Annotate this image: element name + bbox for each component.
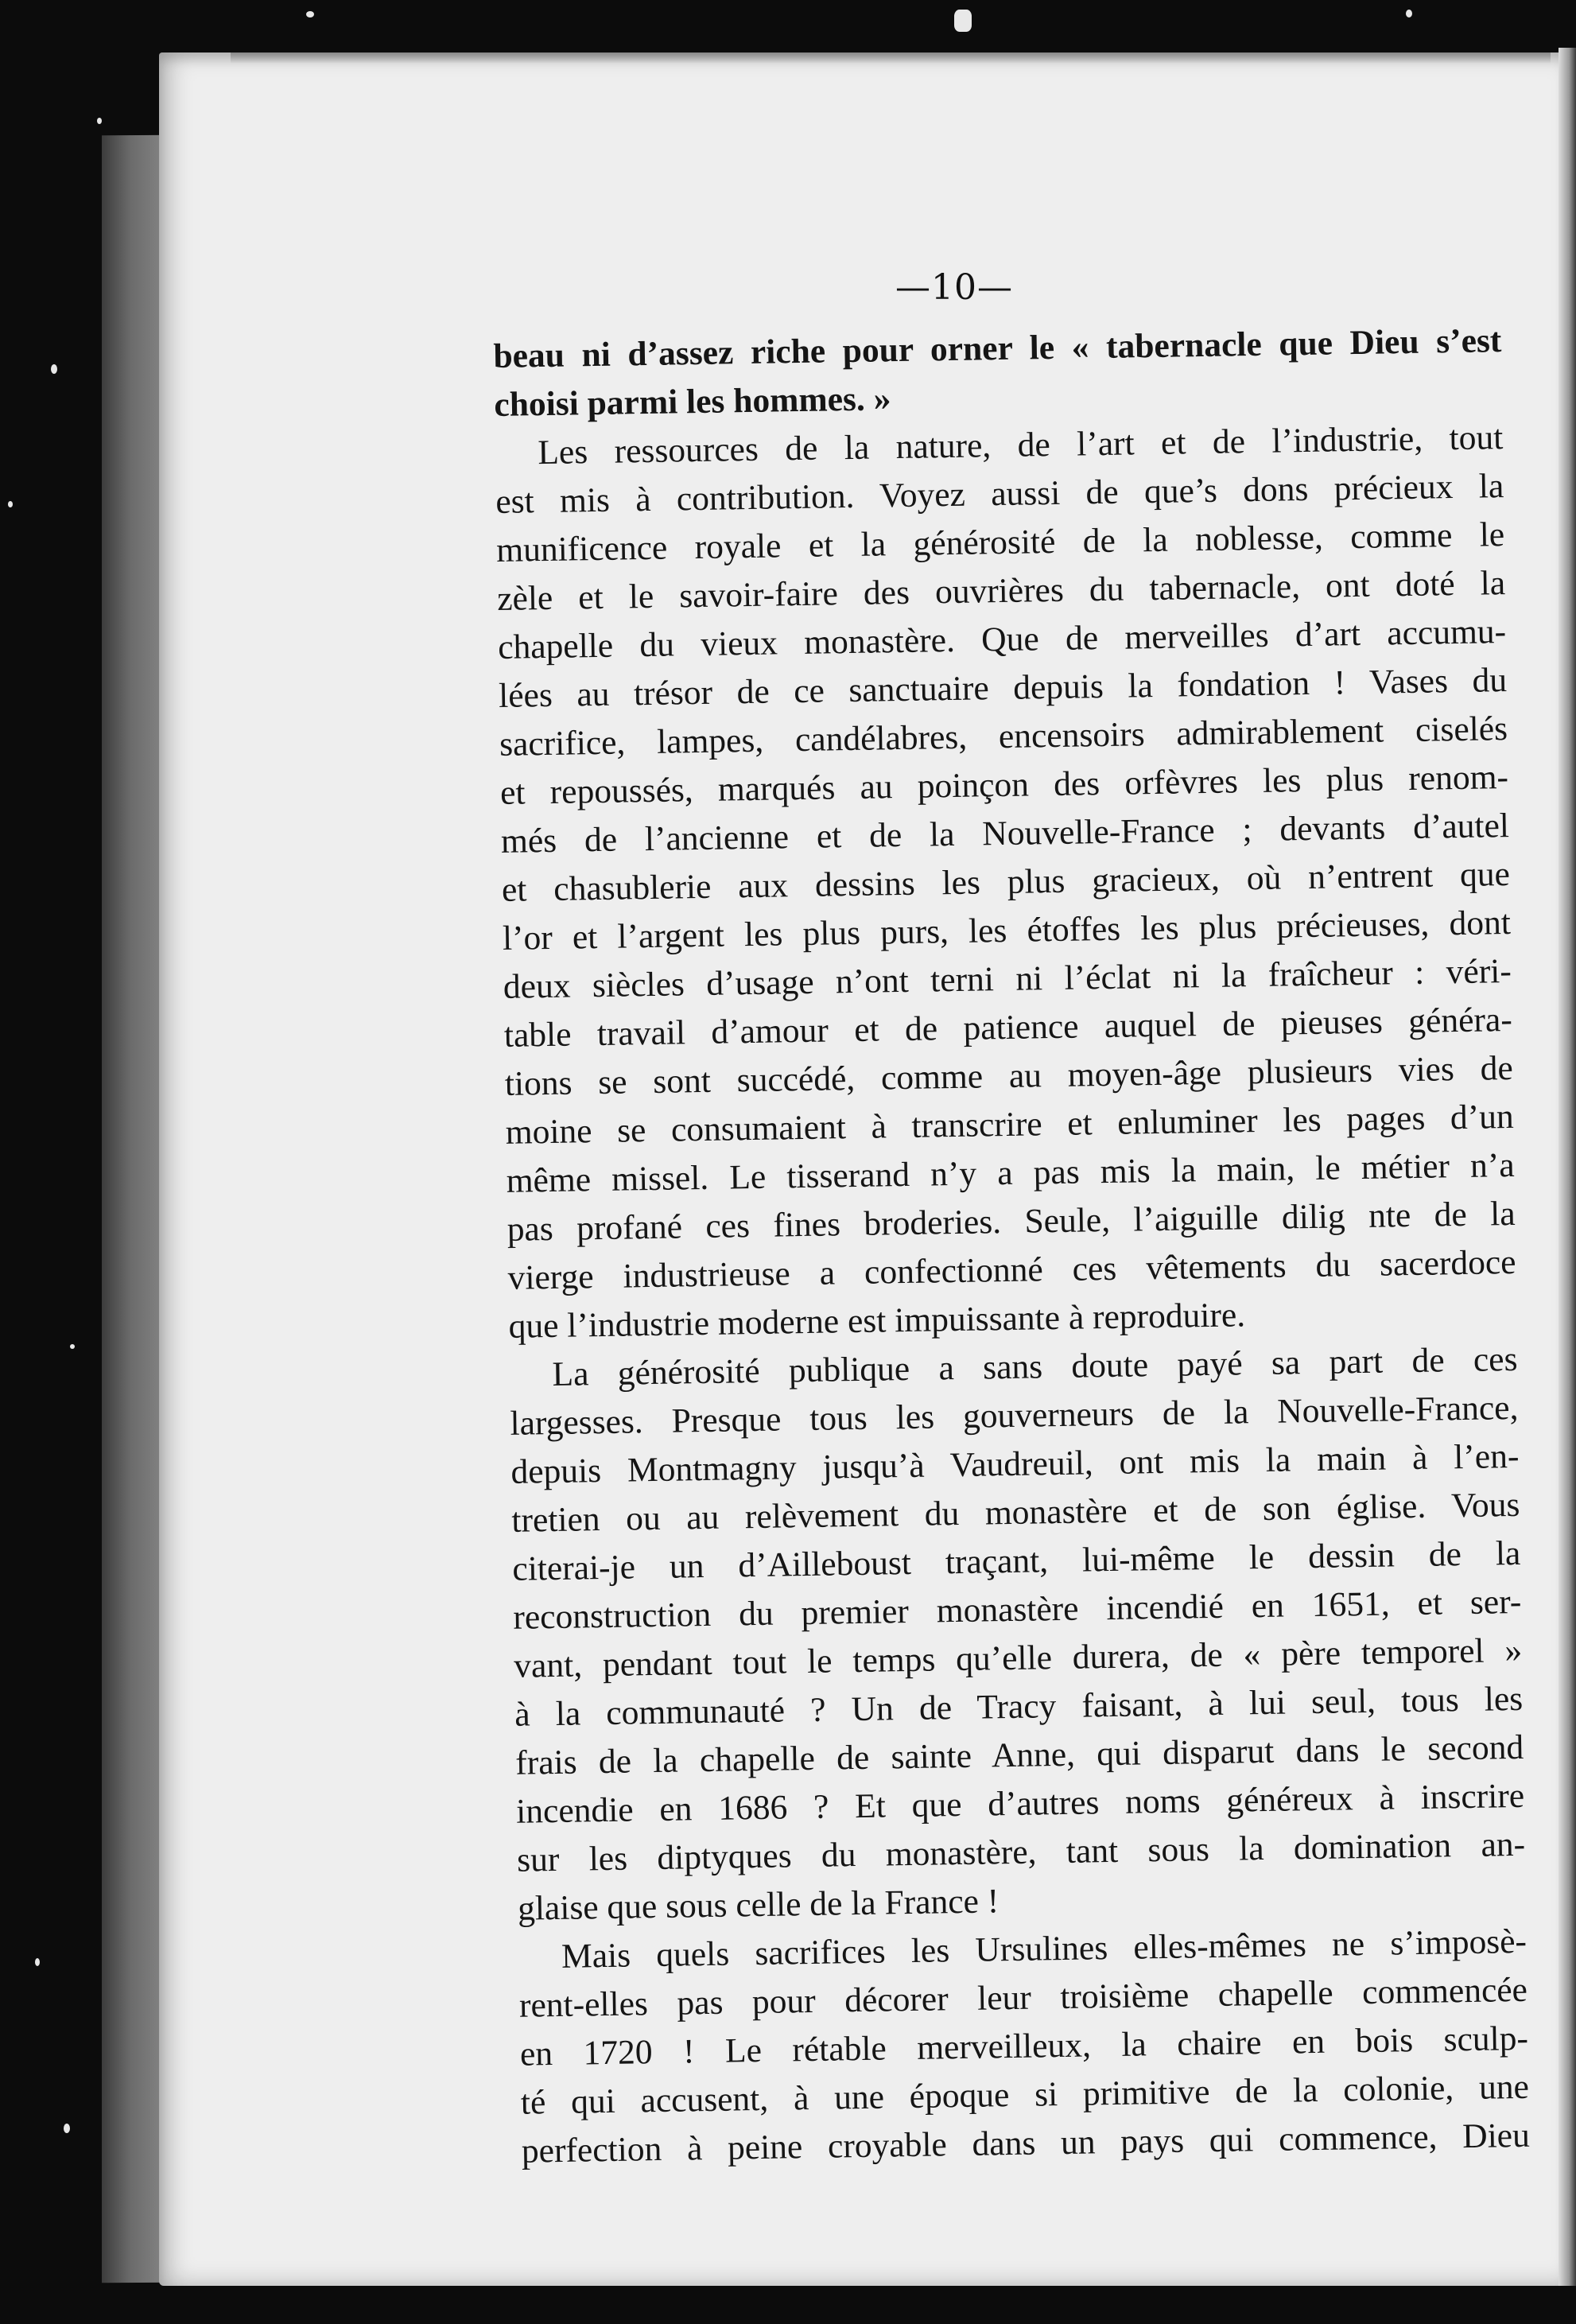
text-line: choisi parmi les hommes. » xyxy=(494,379,891,424)
text-line: que l’industrie moderne est impuissante à reproduire. xyxy=(508,1296,1246,1346)
text-line: més de l’ancienne et de la Nouvelle-France ; devants d’autel xyxy=(500,806,1510,861)
page-top-shadow xyxy=(231,52,1551,64)
text-line: citerai-je un d’Ailleboust traçant, lui-même le dessin de la xyxy=(512,1533,1521,1588)
text-line: beau ni d’assez riche pour orner le « tabernacle que Dieu s’est xyxy=(493,321,1502,375)
text-line: perfection à peine croyable dans un pays qui commence, Dieu xyxy=(521,2116,1531,2170)
text-line: sur les diptyques du monastère, tant sous la domination an- xyxy=(516,1825,1526,1879)
text-line: té qui accusent, à une époque si primitive de la colonie, une xyxy=(520,2067,1530,2122)
text-line: vant, pendant tout le temps qu’elle durera, de « père temporel » xyxy=(513,1630,1523,1685)
text-line: largesses. Presque tous les gouverneurs de la Nouvelle-France, xyxy=(510,1388,1519,1443)
text-line: lées au trésor de ce sanctuaire depuis la fondation ! Vases du xyxy=(498,661,1508,715)
text-line: vierge industrieuse a confectionné ces vêtements du sacerdoce xyxy=(507,1242,1516,1297)
text-line: tions se sont succédé, comme au moyen-âge plusieurs vies de xyxy=(504,1048,1514,1103)
text-line: pas profané ces fines broderies. Seule, l’aiguille dilig nte de la xyxy=(507,1194,1516,1249)
page-right-edge xyxy=(1559,48,1576,2291)
text-line: rent-elles pas pour décorer leur troisième chapelle commencée xyxy=(518,1970,1528,2025)
text-line: frais de la chapelle de sainte Anne, qui disparut dans le second xyxy=(514,1727,1524,1782)
text-line: incendie en 1686 ? Et que d’autres noms généreux à inscrire xyxy=(515,1776,1525,1831)
text-line: l’or et l’argent les plus purs, les étoffes les plus précieuses, dont xyxy=(502,903,1512,958)
bottom-dark-band xyxy=(0,2286,1576,2324)
text-line: tretien ou au relèvement du monastère et de son église. Vous xyxy=(511,1485,1520,1540)
text-line: en 1720 ! Le rétable merveilleux, la chaire en bois sculp- xyxy=(519,2019,1529,2073)
text-line: et repoussés, marqués au poinçon des orfèvres les plus renom- xyxy=(499,758,1509,812)
page-number: —10— xyxy=(895,267,1013,308)
body-text xyxy=(493,317,1530,2176)
text-line: Les ressources de la nature, de l’art et de l’industrie, tout xyxy=(538,418,1504,472)
text-line: même missel. Le tisserand n’y a pas mis la main, le métier n’a xyxy=(506,1145,1515,1200)
text-line: Mais quels sacrifices les Ursulines elles-mêmes ne s’imposè- xyxy=(561,1922,1527,1976)
text-line: est mis à contribution. Voyez aussi de que’s dons précieux la xyxy=(495,467,1504,521)
text-line: deux siècles d’usage n’ont terni ni l’éclat ni la fraîcheur : véri- xyxy=(503,951,1512,1006)
text-line: glaise que sous celle de la France ! xyxy=(517,1882,1000,1928)
text-line: zèle et le savoir-faire des ouvrières du tabernacle, ont doté la xyxy=(496,564,1506,618)
text-line: munificence royale et la générosité de la noblesse, comme le xyxy=(495,515,1505,569)
text-line: et chasublerie aux dessins les plus gracieux, où n’entrent que xyxy=(501,854,1511,909)
text-line: reconstruction du premier monastère incendié en 1651, et ser- xyxy=(513,1582,1522,1637)
text-line: chapelle du vieux monastère. Que de merveilles d’art accumu- xyxy=(497,612,1507,666)
text-line: sacrifice, lampes, candélabres, encensoirs admirablement ciselés xyxy=(499,709,1508,764)
text-line: depuis Montmagny jusqu’à Vaudreuil, ont mis la main à l’en- xyxy=(510,1436,1520,1491)
text-line: moine se consumaient à transcrire et enluminer les pages d’un xyxy=(505,1097,1515,1152)
text-line: La générosité publique a sans doute payé sa part de ces xyxy=(552,1339,1518,1393)
text-line: à la communauté ? Un de Tracy faisant, à lui seul, tous les xyxy=(514,1679,1524,1734)
text-line: table travail d’amour et de patience auquel de pieuses généra- xyxy=(503,1000,1513,1055)
